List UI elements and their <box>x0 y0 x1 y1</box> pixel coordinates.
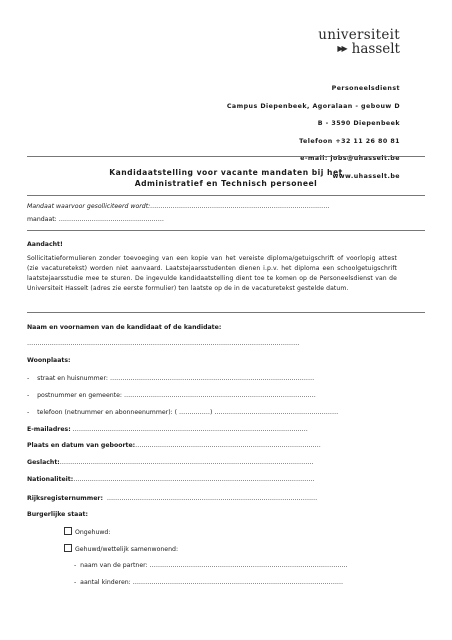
mandate-field[interactable]: Mandaat waarvoor gesolliciteerd wordt:…………………………………………………………………………… <box>27 203 330 210</box>
street-field[interactable]: - straat en huisnummer: ……………………………………………………………………………………… <box>27 375 315 382</box>
contact-city: B - 3590 Diepenbeek <box>317 120 400 127</box>
name-label: Naam en voornamen van de kandidaat of de kandidate: <box>27 324 222 331</box>
national-register-field[interactable]: Rijksregisternummer: ………………………………………………………………………………………… <box>27 495 318 502</box>
woonplaats-label: Woonplaats: <box>27 357 71 364</box>
contact-department: Personeelsdienst <box>331 85 400 92</box>
page-title: Kandidaatstelling voor vacante mandaten bij het Administratief en Technisch personeel <box>109 168 343 188</box>
divider <box>27 230 425 231</box>
unmarried-option[interactable]: Ongehuwd: <box>64 527 434 537</box>
contact-phone: Telefoon +32 11 26 80 81 <box>299 137 400 145</box>
contact-website: www.uhasselt.be <box>332 172 400 180</box>
contact-email: e-mail: jobs@uhasselt.be <box>300 155 400 162</box>
married-checkbox[interactable] <box>64 544 72 552</box>
notice-text: Sollicitatieformulieren zonder toevoeging van een kopie van het vereiste diploma/getuigschrift of voorlopig attest (zie vacaturetekst) worden niet aanvaard. Laatstejaarsstudenten dienen i.p.v. het diploma een schoolgetuigschrift laatstejaarsstudie mee te sturen. De ingevulde kandidaatstelling dient toe te komen op de Personeelsdienst van de Universiteit Hasselt (adres zie eerste formulier) ten laatste op de in de vacaturetekst gestelde datum. <box>27 255 397 292</box>
email-field[interactable]: E-mailadres: …………………………………………………………………………………………………… <box>27 426 308 433</box>
logo-line1: universiteit <box>318 27 400 43</box>
unmarried-checkbox[interactable] <box>64 527 72 535</box>
university-logo <box>318 28 400 56</box>
divider <box>27 195 425 196</box>
birth-field[interactable]: Plaats en datum van geboorte:……………………………………………………………………………… <box>27 442 321 449</box>
civil-status-label: Burgerlijke staat: <box>27 511 88 518</box>
gender-field[interactable]: Geslacht:…………………………………………………………………………………………………………… <box>27 459 314 466</box>
children-field[interactable]: - aantal kinderen: ………………………………………………………………………………………… <box>74 579 344 586</box>
nationality-field[interactable]: Nationaliteit:……………………………………………………………………………………………………… <box>27 476 315 483</box>
postal-field[interactable]: - postnummer en gemeente: ………………………………………………………………………………… <box>27 392 316 399</box>
divider <box>27 312 425 313</box>
contact-address: Campus Diepenbeek, Agoralaan - gebouw D <box>226 102 400 110</box>
arrows-icon: ▶▶ <box>337 44 346 53</box>
partner-field[interactable]: - naam van de partner: …………………………………………………………………………………… <box>74 562 348 569</box>
logo-line2: hasselt <box>351 41 400 57</box>
married-option[interactable]: Gehuwd/wettelijk samenwonend: <box>64 544 434 554</box>
phone-field[interactable]: - telefoon (netnummer en abonneenummer): ( ……………) …………………………………………………… <box>27 409 339 416</box>
name-field[interactable]: …………………………………………………………………………………………………………………… <box>27 340 300 347</box>
mandate-name-field[interactable]: mandaat: …………………………………………… <box>27 216 164 223</box>
divider <box>27 156 425 157</box>
notice-heading: Aandacht! <box>27 241 63 248</box>
